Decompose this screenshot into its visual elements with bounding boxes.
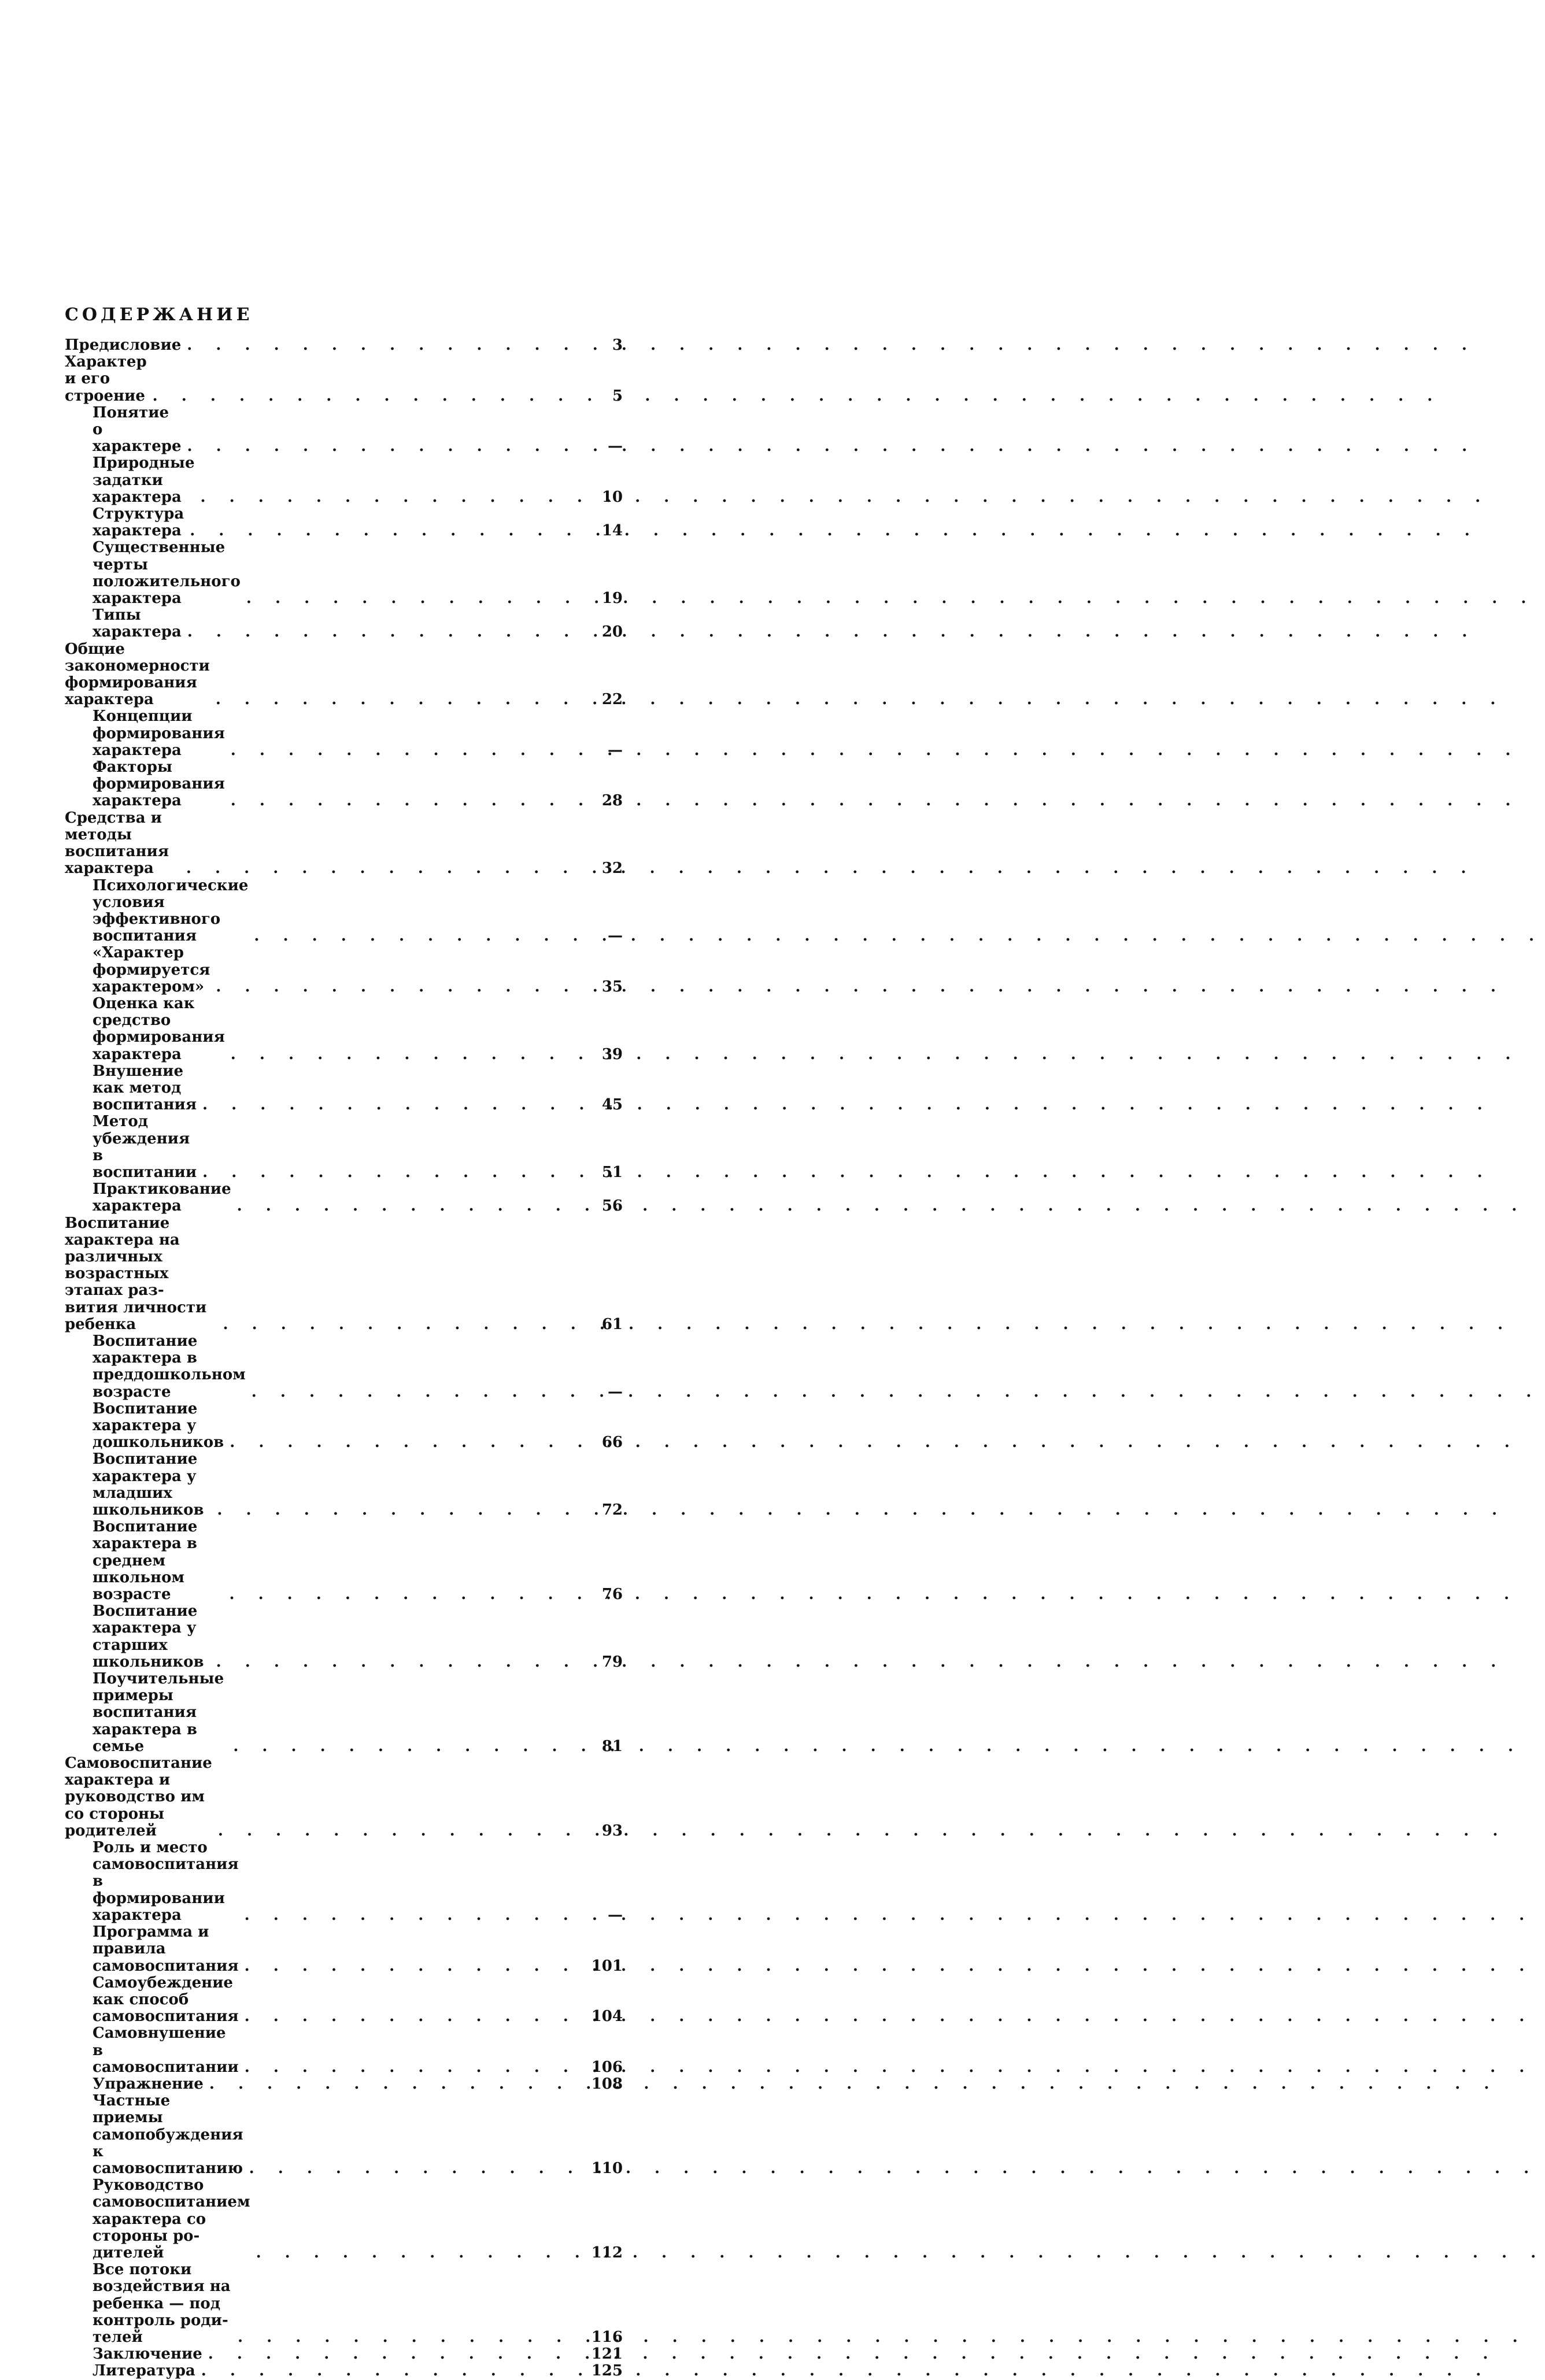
- toc-entry: [65, 506, 623, 539]
- toc-entry: [65, 337, 623, 354]
- toc-entry-title: Заключение: [93, 2345, 202, 2363]
- toc-entry-title: Природные задатки характера: [93, 454, 195, 506]
- dot-leader: [254, 928, 586, 945]
- toc-entry: [65, 1839, 623, 1924]
- toc-entry-title: Самовоспитание характера и руководство им со стороны родителей: [65, 1755, 212, 1839]
- toc-entry: [65, 1401, 623, 1452]
- toc-entry-title: Программа и правила самовоспитания: [93, 1923, 239, 1975]
- toc-entry-page-number: 121: [591, 2345, 623, 2363]
- dot-leader: [187, 438, 586, 455]
- toc-entry: [65, 2346, 623, 2363]
- toc-entry-title: Упражнение: [93, 2075, 204, 2093]
- dot-leader: [186, 860, 586, 877]
- toc-entry-page-number: 45: [601, 1096, 623, 1114]
- toc-entry: [65, 759, 623, 810]
- toc-entry-title: Факторы формирования характера: [93, 758, 225, 810]
- dot-leader: [256, 2245, 586, 2261]
- dot-leader: [245, 2008, 586, 2025]
- toc-entry-title: Средства и методы воспитания характера: [65, 809, 169, 878]
- toc-entry-title: Воспитание характера в преддошкольном возрасте: [93, 1332, 246, 1401]
- toc-entry: [65, 1924, 623, 1975]
- dot-leader: [249, 2160, 586, 2177]
- toc-entry: [65, 1603, 623, 1671]
- toc-entry-page-number: 22: [601, 691, 623, 709]
- dot-leader: [245, 1958, 586, 1975]
- dot-leader: [202, 1097, 586, 1113]
- dot-leader: [153, 388, 586, 405]
- toc-entry: [65, 2363, 623, 2379]
- toc-entry: [65, 354, 623, 405]
- toc-entry-title: Воспитание характера в среднем школьном возрасте: [93, 1518, 198, 1604]
- toc-entry: [65, 607, 623, 641]
- toc-entry: [65, 2093, 623, 2177]
- toc-entry-title: Самоубеждение как способ самовоспитания: [93, 1974, 239, 2026]
- toc-entry: [65, 995, 623, 1063]
- toc-entry-title: Структура характера: [93, 505, 184, 540]
- toc-entry-page-number: —: [608, 438, 623, 456]
- dot-leader: [246, 590, 586, 607]
- toc-entry-page-number: 39: [601, 1045, 623, 1063]
- toc-entry-page-number: 125: [591, 2362, 623, 2380]
- toc-entry: [65, 1063, 623, 1114]
- toc-entry-page-number: 56: [601, 1197, 623, 1215]
- table-of-contents: [65, 337, 623, 2380]
- toc-entry-page-number: 81: [601, 1737, 623, 1755]
- toc-entry-title: Роль и место самовоспитания в формировании характера: [93, 1839, 239, 1924]
- toc-entry: [65, 2177, 623, 2261]
- toc-entry: [65, 641, 623, 709]
- toc-entry: [65, 1975, 623, 2026]
- toc-entry-page-number: 66: [601, 1434, 623, 1452]
- toc-entry-page-number: —: [608, 741, 623, 759]
- dot-leader: [229, 1586, 586, 1603]
- dot-leader: [187, 624, 586, 641]
- toc-entry-page-number: —: [608, 1906, 623, 1924]
- dot-leader: [237, 1198, 586, 1215]
- toc-entry-page-number: 14: [601, 522, 623, 540]
- toc-entry-title: Внушение как метод воспитания: [93, 1062, 197, 1114]
- toc-entry: [65, 455, 623, 506]
- toc-entry-page-number: 32: [601, 860, 623, 878]
- toc-entry-title: Воспитание характера на различных возрастных этапах раз- вития личности ребенка: [65, 1214, 207, 1333]
- dot-leader: [230, 1434, 586, 1451]
- dot-leader: [238, 2329, 586, 2346]
- toc-entry: [65, 810, 623, 878]
- toc-entry-page-number: 10: [601, 488, 623, 506]
- toc-entry-title: Понятие о характере: [93, 404, 182, 456]
- toc-entry-title: Воспитание характера у младших школьников: [93, 1450, 204, 1519]
- dot-leader: [209, 2076, 586, 2093]
- dot-leader: [252, 1384, 586, 1401]
- toc-entry-page-number: 19: [601, 590, 623, 608]
- toc-entry-page-number: 28: [601, 792, 623, 810]
- toc-entry: [65, 2025, 623, 2076]
- toc-entry-title: Поучительные примеры воспитания характера в семье: [93, 1670, 224, 1755]
- toc-entry-title: Характер и его строение: [65, 353, 147, 405]
- toc-entry-title: Воспитание характера у дошкольников: [93, 1400, 224, 1452]
- toc-entry: [65, 1181, 623, 1215]
- toc-entry: [65, 1215, 623, 1333]
- toc-entry: [65, 2261, 623, 2346]
- toc-entry-title: Предисловие: [65, 336, 182, 354]
- toc-entry: [65, 1113, 623, 1181]
- toc-entry-page-number: 104: [591, 2008, 623, 2026]
- dot-leader: [208, 2346, 586, 2363]
- toc-entry: [65, 405, 623, 456]
- dot-leader: [216, 1654, 586, 1671]
- dot-leader: [233, 1738, 586, 1755]
- toc-entry-page-number: 61: [601, 1315, 623, 1333]
- toc-entry-page-number: —: [608, 1383, 623, 1401]
- dot-leader: [218, 1823, 586, 1839]
- toc-entry: [65, 1671, 623, 1755]
- toc-entry-title: Типы характера: [93, 606, 182, 641]
- toc-entry-page-number: 93: [601, 1822, 623, 1839]
- toc-entry-title: Самовнушение в самовоспитании: [93, 2024, 239, 2076]
- toc-entry-title: Частные приемы самопобуждения к самовоспитанию: [93, 2092, 243, 2177]
- toc-entry-title: Практикование характера: [93, 1180, 231, 1215]
- toc-entry: [65, 1519, 623, 1603]
- dot-leader: [216, 691, 586, 708]
- dot-leader: [223, 1316, 586, 1333]
- toc-entry: [65, 1451, 623, 1519]
- dot-leader: [245, 1907, 586, 1924]
- toc-entry-page-number: 79: [601, 1653, 623, 1671]
- toc-entry-page-number: 108: [591, 2075, 623, 2093]
- toc-entry-title: Оценка как средство формирования характера: [93, 994, 225, 1063]
- toc-entry-page-number: 20: [601, 623, 623, 641]
- toc-entry-page-number: 72: [601, 1501, 623, 1519]
- dot-leader: [231, 793, 586, 809]
- toc-entry-title: Все потоки воздействия на ребенка — под контроль роди- телей: [93, 2261, 231, 2346]
- toc-entry: [65, 1755, 623, 1839]
- toc-entry: [65, 539, 623, 607]
- toc-entry-page-number: 110: [591, 2159, 623, 2177]
- toc-entry-title: Руководство самовоспитанием характера со стороны ро- дителей: [93, 2177, 250, 2261]
- dot-leader: [231, 742, 586, 759]
- toc-entry: [65, 708, 623, 759]
- toc-entry-page-number: 51: [601, 1163, 623, 1181]
- toc-entry: [65, 1333, 623, 1401]
- toc-entry-page-number: 112: [591, 2244, 623, 2261]
- toc-heading: СОДЕРЖАНИЕ: [65, 305, 253, 325]
- dot-leader: [201, 2363, 586, 2379]
- dot-leader: [202, 1164, 586, 1181]
- toc-entry-title: Воспитание характера у старших школьников: [93, 1602, 204, 1671]
- toc-entry-title: Существенные черты положительного характера: [93, 539, 241, 608]
- toc-entry-page-number: 3: [612, 336, 623, 354]
- dot-leader: [217, 1502, 586, 1519]
- toc-entry-page-number: 76: [601, 1586, 623, 1604]
- dot-leader: [245, 2059, 586, 2076]
- dot-leader: [190, 523, 586, 539]
- dot-leader: [231, 1046, 586, 1063]
- dot-leader: [201, 489, 586, 506]
- toc-entry-page-number: 101: [591, 1957, 623, 1975]
- toc-entry-page-number: 5: [612, 387, 623, 405]
- toc-entry-page-number: 35: [601, 978, 623, 995]
- toc-entry-title: Метод убеждения в воспитании: [93, 1113, 197, 1181]
- dot-leader: [187, 337, 586, 354]
- dot-leader: [216, 979, 586, 995]
- toc-entry-title: Литература: [93, 2362, 195, 2380]
- toc-entry: [65, 945, 623, 995]
- toc-entry-title: «Характер формируется характером»: [93, 944, 210, 995]
- toc-entry-page-number: 106: [591, 2058, 623, 2076]
- toc-entry-page-number: 116: [591, 2328, 623, 2346]
- toc-entry-title: Общие закономерности формирования характера: [65, 640, 210, 709]
- toc-entry: [65, 878, 623, 945]
- toc-entry-title: Концепции формирования характера: [93, 708, 225, 759]
- toc-entry-title: Психологические условия эффективного воспитания: [93, 876, 249, 945]
- toc-entry: [65, 2076, 623, 2093]
- toc-entry-page-number: —: [608, 927, 623, 945]
